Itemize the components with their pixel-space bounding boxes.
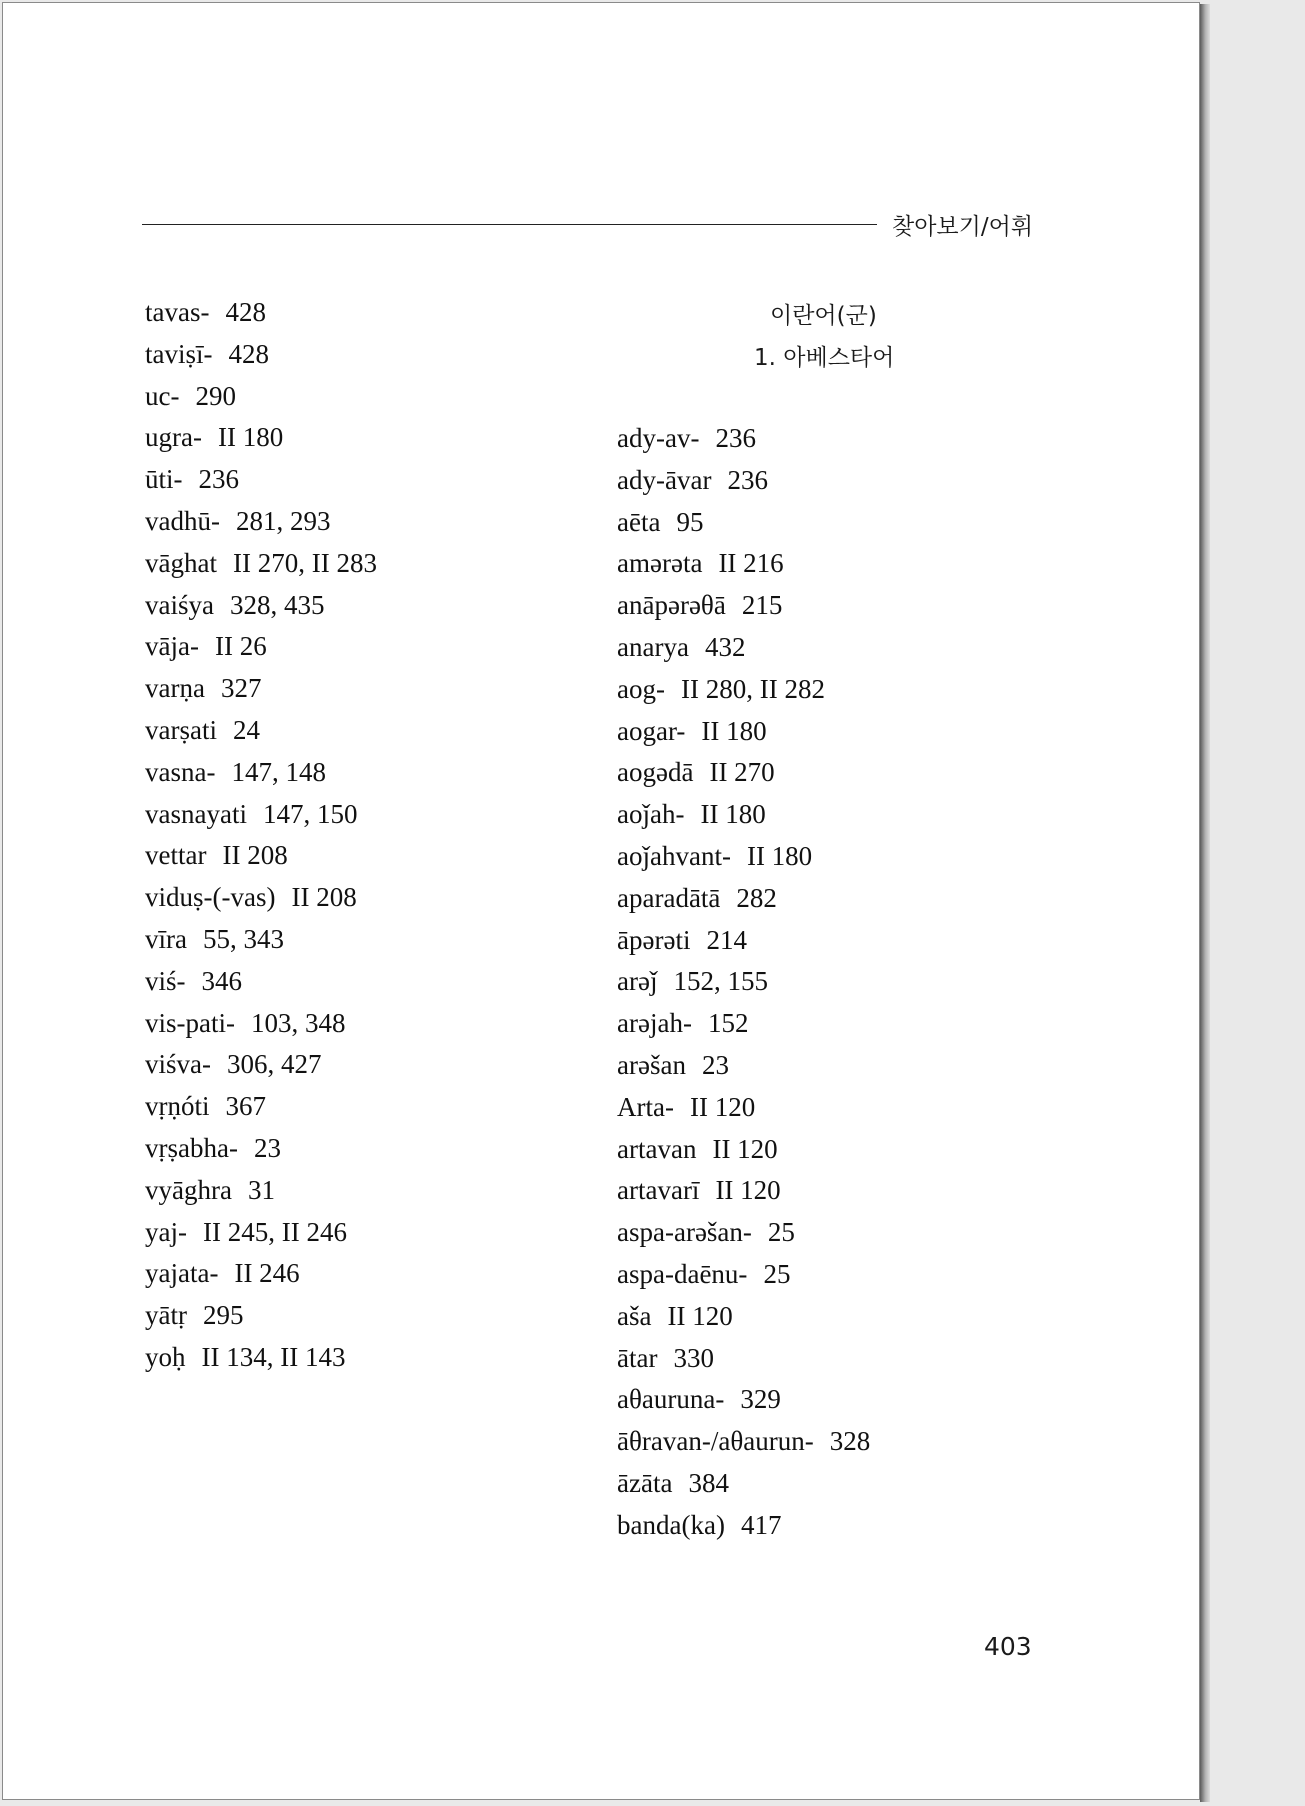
- index-page-refs: 428: [228, 338, 269, 369]
- index-page-refs: 328: [829, 1426, 871, 1457]
- index-entry: [617, 1507, 870, 1549]
- index-term: viś-: [145, 965, 186, 996]
- index-term: uc-: [145, 380, 180, 411]
- index-page-refs: 281, 293: [235, 505, 331, 536]
- index-entry: [617, 1298, 870, 1340]
- index-page-refs: II 26: [214, 631, 267, 662]
- index-page-refs: II 208: [291, 882, 357, 913]
- index-term: arəjah-: [617, 1008, 692, 1039]
- index-term: vṛṇóti: [145, 1091, 210, 1122]
- page-edge-shadow: [1200, 4, 1210, 1802]
- index-entry: [145, 419, 377, 461]
- index-page-refs: II 120: [712, 1133, 778, 1164]
- index-page-refs: II 120: [715, 1175, 781, 1206]
- index-page-refs: 329: [740, 1384, 781, 1415]
- index-page-refs: II 134, II 143: [201, 1341, 346, 1372]
- index-page-refs: 24: [232, 714, 260, 745]
- page-number: 403: [984, 1632, 1032, 1661]
- index-term: ady-āvar: [617, 464, 712, 495]
- index-page-refs: II 270: [709, 757, 775, 788]
- index-page-refs: 236: [198, 464, 239, 495]
- index-term: varṇa: [145, 673, 205, 704]
- index-page-refs: 55, 343: [202, 923, 284, 954]
- index-page-refs: II 246: [234, 1258, 300, 1289]
- index-entry: [145, 670, 377, 712]
- index-page-refs: II 270, II 283: [232, 547, 377, 578]
- index-page-refs: II 208: [222, 840, 288, 871]
- index-page-refs: 215: [741, 590, 783, 621]
- index-entry: [617, 420, 870, 462]
- index-page-refs: 31: [247, 1174, 275, 1205]
- index-entry: [617, 1423, 870, 1465]
- index-entry: [145, 1339, 377, 1381]
- index-term: artavarī: [617, 1175, 700, 1206]
- index-page-refs: 23: [701, 1049, 729, 1080]
- index-term: āpərəti: [617, 924, 691, 955]
- index-page-refs: 103, 348: [250, 1007, 346, 1038]
- index-entry: [617, 1005, 870, 1047]
- index-term: aparadātā: [617, 882, 721, 913]
- index-page-refs: II 120: [689, 1091, 756, 1122]
- index-entry: [145, 461, 377, 503]
- index-term: anāpərəθā: [617, 590, 726, 621]
- index-entry: [145, 1088, 377, 1130]
- index-entry: [617, 1465, 870, 1507]
- index-term: Arta-: [617, 1091, 674, 1122]
- index-entry: [617, 922, 870, 964]
- index-page-refs: 214: [706, 924, 747, 955]
- index-entry: [145, 294, 377, 336]
- index-term: artavan: [617, 1133, 697, 1164]
- index-page-refs: 327: [220, 673, 262, 704]
- index-entry: [617, 1340, 870, 1382]
- index-term: ugra-: [145, 422, 202, 453]
- index-term: aog-: [617, 673, 665, 704]
- section-heading: 이란어(군): [770, 303, 877, 329]
- index-entry: [617, 754, 870, 796]
- index-term: vāja-: [145, 631, 199, 662]
- index-page-refs: 147, 148: [231, 756, 326, 787]
- index-entry: [145, 1214, 377, 1256]
- index-term: aspa-arəšan-: [617, 1217, 752, 1248]
- index-term: tavas-: [145, 297, 210, 327]
- index-term: ady-av-: [617, 423, 700, 453]
- index-term: ūti-: [145, 464, 183, 495]
- index-entry: [145, 1005, 377, 1047]
- index-column-left: [145, 294, 377, 1381]
- index-page-refs: 282: [736, 882, 777, 913]
- index-term: aoǰah-: [617, 799, 685, 830]
- index-entry: [617, 629, 870, 671]
- index-term: aθauruna-: [617, 1384, 725, 1415]
- index-entry: [617, 587, 870, 629]
- index-page-refs: II 120: [667, 1300, 733, 1331]
- index-page-refs: 306, 427: [226, 1049, 322, 1080]
- index-entry: [145, 1255, 377, 1297]
- index-term: taviṣī-: [145, 338, 213, 369]
- index-entry: [617, 1172, 870, 1214]
- index-term: yaj-: [145, 1216, 187, 1247]
- index-entry: [617, 713, 870, 755]
- index-term: yātṛ: [145, 1300, 187, 1331]
- index-term: ātar: [617, 1342, 658, 1373]
- index-page-refs: 432: [704, 631, 746, 662]
- header-rule: [142, 224, 877, 225]
- index-page-refs: 295: [202, 1300, 244, 1331]
- section-subheading: 1. 아베스타어: [754, 345, 895, 371]
- index-term: aša: [617, 1300, 652, 1331]
- index-term: vāghat: [145, 547, 217, 578]
- index-term: vaiśya: [145, 589, 214, 620]
- index-entry: [145, 963, 377, 1005]
- index-entry: [617, 1214, 870, 1256]
- index-term: viśva-: [145, 1049, 211, 1080]
- index-term: banda(ka): [617, 1509, 725, 1540]
- index-page-refs: II 245, II 246: [202, 1216, 347, 1247]
- index-entry: [617, 462, 870, 504]
- index-entry: [617, 1381, 870, 1423]
- index-page-refs: 152, 155: [673, 966, 768, 997]
- index-entry: [617, 963, 870, 1005]
- index-page-refs: 236: [727, 464, 768, 495]
- index-page-refs: II 180: [746, 840, 813, 871]
- index-page-refs: 428: [225, 297, 266, 327]
- index-page-refs: 330: [673, 1342, 714, 1373]
- index-page-refs: II 180: [701, 715, 767, 746]
- index-term: aspa-daēnu-: [617, 1258, 748, 1289]
- index-term: aoǰahvant-: [617, 840, 731, 871]
- index-entry: [145, 837, 377, 879]
- index-term: aogar-: [617, 715, 686, 746]
- index-entry: [145, 1130, 377, 1172]
- index-entry: [145, 1046, 377, 1088]
- index-entry: [617, 1256, 870, 1298]
- index-term: varṣati: [145, 714, 217, 745]
- index-entry: [617, 1089, 870, 1131]
- index-page-refs: 417: [740, 1509, 782, 1540]
- index-entry: [617, 504, 870, 546]
- index-page-refs: 346: [201, 965, 242, 996]
- index-page-refs: 152: [707, 1008, 749, 1039]
- index-term: āθravan-/aθaurun-: [617, 1426, 814, 1457]
- index-term: vettar: [145, 840, 207, 871]
- index-page-refs: II 180: [700, 799, 766, 830]
- index-page-refs: 95: [676, 506, 704, 537]
- index-term: yajata-: [145, 1258, 219, 1289]
- index-term: vasnayati: [145, 798, 247, 829]
- index-term: aogədā: [617, 757, 694, 788]
- index-entry: [145, 796, 377, 838]
- running-header: 찾아보기/어휘: [892, 214, 1034, 240]
- index-entry: [145, 587, 377, 629]
- index-term: arəǰ: [617, 966, 658, 997]
- index-term: viduṣ-(-vas): [145, 882, 276, 913]
- index-term: aēta: [617, 506, 661, 537]
- index-page-refs: 367: [225, 1091, 266, 1122]
- index-page-refs: II 280, II 282: [680, 673, 825, 704]
- index-term: yoḥ: [145, 1341, 186, 1372]
- index-entry: [145, 378, 377, 420]
- index-page-refs: 25: [767, 1217, 795, 1248]
- index-page-refs: II 180: [217, 422, 284, 453]
- index-entry: [145, 754, 377, 796]
- index-term: vis-pati-: [145, 1007, 235, 1038]
- index-entry: [145, 1172, 377, 1214]
- index-entry: [617, 545, 870, 587]
- index-term: arəšan: [617, 1049, 686, 1080]
- index-entry: [145, 712, 377, 754]
- index-page-refs: 384: [688, 1467, 729, 1498]
- index-term: anarya: [617, 631, 689, 662]
- index-entry: [145, 545, 377, 587]
- index-term: āzāta: [617, 1467, 673, 1498]
- index-term: vasna-: [145, 756, 216, 787]
- index-entry: [145, 879, 377, 921]
- index-entry: [617, 796, 870, 838]
- index-entry: [145, 921, 377, 963]
- index-column-right: [617, 420, 870, 1549]
- index-entry: [617, 880, 870, 922]
- index-page-refs: 290: [195, 380, 236, 411]
- index-entry: [617, 1131, 870, 1173]
- index-term: vyāghra: [145, 1174, 232, 1205]
- index-page-refs: 147, 150: [262, 798, 358, 829]
- index-entry: [145, 503, 377, 545]
- index-page-refs: 328, 435: [229, 589, 325, 620]
- index-entry: [617, 671, 870, 713]
- index-entry: [145, 336, 377, 378]
- index-term: vīra: [145, 923, 187, 954]
- index-page-refs: 236: [715, 423, 756, 453]
- index-entry: [617, 1047, 870, 1089]
- index-term: vṛṣabha-: [145, 1132, 238, 1163]
- index-entry: [145, 628, 377, 670]
- index-page-refs: 25: [763, 1258, 791, 1289]
- index-page-refs: II 216: [718, 548, 784, 579]
- index-page-refs: 23: [253, 1132, 281, 1163]
- index-term: vadhū-: [145, 505, 220, 536]
- index-entry: [145, 1297, 377, 1339]
- index-term: amərəta: [617, 548, 703, 579]
- index-entry: [617, 838, 870, 880]
